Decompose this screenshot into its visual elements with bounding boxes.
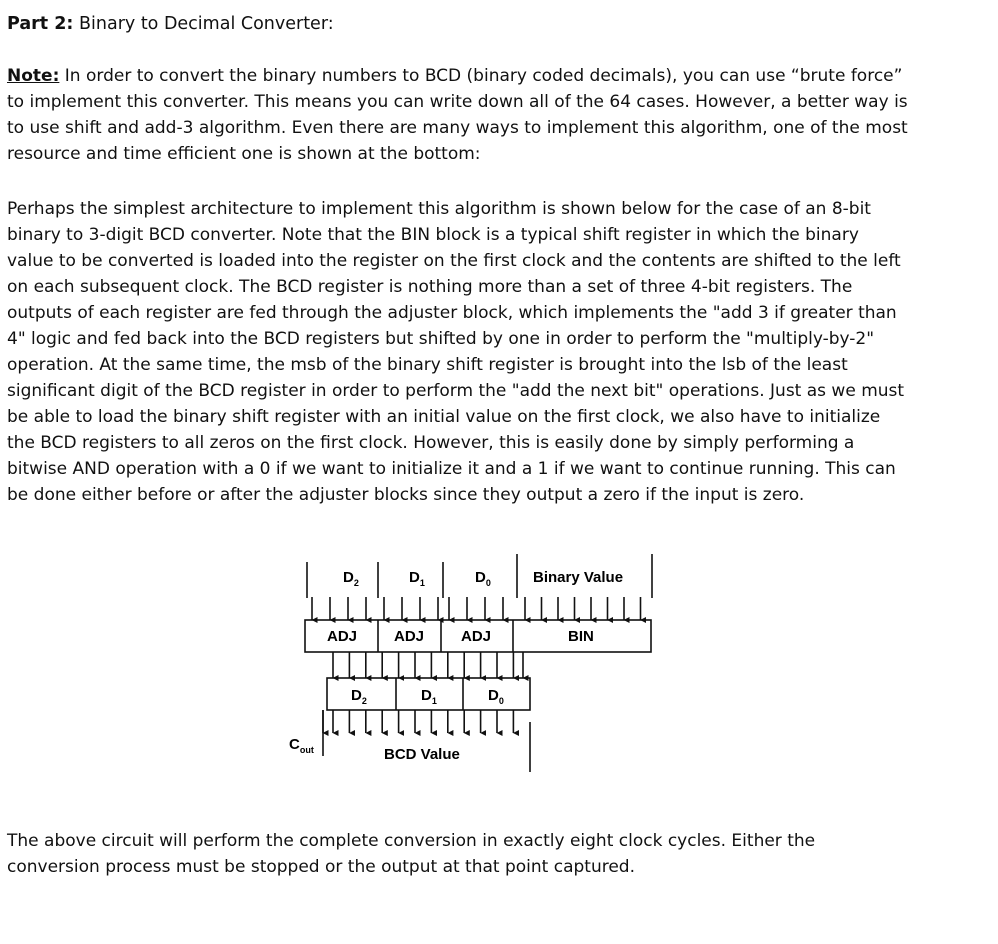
bcd-value-label: BCD Value [384,746,460,763]
note-line: to use shift and add-3 algorithm. Even there are many ways to implement this algorithm, one of the most [7,118,908,138]
description-line: significant digit of the BCD register in order to perform the "add the next bit" operations. Just as we must [7,381,905,401]
adj-label: ADJ [461,628,492,645]
note-line: resource and time efficient one is shown at the bottom: [7,144,481,164]
description-line: binary to 3-digit BCD converter. Note that the BIN block is a typical shift register in which the binary [7,225,859,245]
bin-label: BIN [568,628,594,645]
note-label: Note: [7,66,60,86]
note-paragraph [7,63,972,167]
description-line: be done either before or after the adjuster blocks since they output a zero if the input is zero. [7,485,805,505]
conclusion-paragraph [7,828,972,880]
bcd-digit-label-d1: $D_1$ [421,687,437,706]
description-line: on each subsequent clock. The BCD register is nothing more than a set of three 4-bit registers. The [7,277,853,297]
conclusion-line: The above circuit will perform the complete conversion in exactly eight clock cycles. Either the [7,831,816,851]
description-line: be able to load the binary shift register with an initial value on the first clock, we also have to initialize [7,407,881,427]
description-line: Perhaps the simplest architecture to implement this algorithm is shown below for the case of an 8-bit [7,199,871,219]
description-line: value to be converted is loaded into the register on the first clock and the contents are shifted to the left [7,251,901,271]
note-line: to implement this converter. This means you can write down all of the 64 cases. However, a better way is [7,92,908,112]
description-line: the BCD registers to all zeros on the first clock. However, this is easily done by simply performing a [7,433,855,453]
adj-label: ADJ [327,628,358,645]
adj-label: ADJ [394,628,425,645]
description-line: outputs of each register are fed through the adjuster block, which implements the "add 3 if greater than [7,303,897,323]
binary-value-label: Binary Value [533,569,624,586]
top-digit-label-d2: $D_2$ [343,569,359,588]
conclusion-line: conversion process must be stopped or the output at that point captured. [7,857,636,877]
section-heading-title: Binary to Decimal Converter: [79,14,334,34]
description-line: bitwise AND operation with a 0 if we want to initialize it and a 1 if we want to continue running. This can [7,459,896,479]
top-digit-label-d0: $D_0$ [475,569,491,588]
top-digit-label-d1: $D_1$ [409,569,425,588]
section-heading [7,12,334,36]
carry-out-label: $C_{out}$ [289,736,314,755]
bcd-digit-label-d2: $D_2$ [351,687,367,706]
bcd-digit-label-d0: $D_0$ [488,687,504,706]
section-heading-label: Part 2: [7,14,74,34]
note-line: Note: In order to convert the binary numbers to BCD (binary coded decimals), you can use “brute force” [7,66,903,86]
description-line: operation. At the same time, the msb of the binary shift register is brought into the lsb of the least [7,355,848,375]
bcd-converter-diagram [287,550,667,780]
description-paragraph [7,196,972,508]
description-line: 4" logic and fed back into the BCD registers but shifted by one in order to perform the "multiply-by-2" [7,329,875,349]
